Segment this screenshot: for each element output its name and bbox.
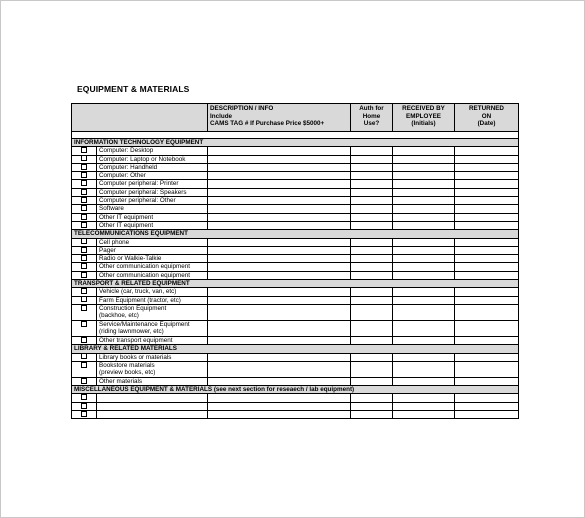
auth-home-use-cell[interactable] [351,205,393,213]
section-title: LIBRARY & RELATED MATERIALS [72,345,519,353]
header-auth-home-use: Auth for Home Use? [351,104,393,132]
returned-on-cell[interactable] [455,213,519,221]
table-row [72,336,519,344]
checkbox-cell[interactable] [72,411,97,419]
description-cell[interactable] [208,246,351,254]
checkbox-icon[interactable] [81,362,87,368]
page-title: EQUIPMENT & MATERIALS [77,84,190,94]
description-cell[interactable] [208,402,351,410]
section-header-row [72,230,519,238]
returned-on-cell[interactable] [455,188,519,196]
checkbox-cell[interactable] [72,221,97,229]
checkbox-cell[interactable] [72,197,97,205]
returned-on-cell[interactable] [455,172,519,180]
table-row [72,377,519,385]
description-cell[interactable] [208,271,351,279]
auth-home-use-cell[interactable] [351,188,393,196]
checkbox-cell[interactable] [72,271,97,279]
item-label-cell [97,238,208,246]
checkbox-icon[interactable] [81,238,87,244]
header-spacer-row [72,132,519,139]
item-label: Service/Maintenance Equipment [99,320,190,328]
auth-home-use-cell[interactable] [351,263,393,271]
returned-on-cell[interactable] [455,147,519,155]
returned-on-cell[interactable] [455,180,519,188]
checkbox-cell[interactable] [72,361,97,377]
description-cell[interactable] [208,238,351,246]
item-label: Software [99,205,124,213]
checkbox-cell[interactable] [72,147,97,155]
description-cell[interactable] [208,263,351,271]
received-by-cell[interactable] [393,394,455,402]
item-label: Library books or materials [99,353,172,361]
checkbox-icon[interactable] [81,164,87,170]
auth-home-use-cell[interactable] [351,411,393,419]
checkbox-cell[interactable] [72,205,97,213]
received-by-cell[interactable] [393,377,455,385]
auth-home-use-cell[interactable] [351,246,393,254]
table-row [72,213,519,221]
description-cell[interactable] [208,172,351,180]
description-cell[interactable] [208,320,351,336]
checkbox-icon[interactable] [81,172,87,178]
table-row [72,296,519,304]
auth-home-use-cell[interactable] [351,320,393,336]
description-cell[interactable] [208,304,351,320]
description-cell[interactable] [208,288,351,296]
spacer-cell [72,132,519,139]
checkbox-icon[interactable] [81,214,87,220]
checkbox-cell[interactable] [72,213,97,221]
item-label: Computer: Laptop or Notebook [99,155,186,163]
table-row [72,147,519,155]
checkbox-icon[interactable] [81,403,87,409]
received-by-cell[interactable] [393,353,455,361]
received-by-cell[interactable] [393,197,455,205]
returned-on-cell[interactable] [455,304,519,320]
checkbox-cell[interactable] [72,155,97,163]
description-cell[interactable] [208,197,351,205]
received-by-cell[interactable] [393,402,455,410]
returned-on-cell[interactable] [455,255,519,263]
item-label-cell [97,197,208,205]
auth-home-use-cell[interactable] [351,394,393,402]
item-label-cell [97,353,208,361]
returned-on-cell[interactable] [455,411,519,419]
description-cell[interactable] [208,255,351,263]
returned-on-cell[interactable] [455,288,519,296]
item-label: Pager [99,246,116,254]
description-cell[interactable] [208,411,351,419]
description-cell[interactable] [208,221,351,229]
item-label-detail: (backhoe, etc) [99,312,139,320]
checkbox-icon[interactable] [81,353,87,359]
table-row [72,353,519,361]
item-label: Vehicle (car, truck, van, etc) [99,288,177,296]
received-by-cell[interactable] [393,320,455,336]
auth-home-use-cell[interactable] [351,377,393,385]
auth-home-use-cell[interactable] [351,163,393,171]
checkbox-cell[interactable] [72,172,97,180]
description-cell[interactable] [208,296,351,304]
returned-on-cell[interactable] [455,336,519,344]
item-label-cell [97,221,208,229]
auth-home-use-cell[interactable] [351,304,393,320]
description-cell[interactable] [208,155,351,163]
auth-home-use-cell[interactable] [351,155,393,163]
received-by-cell[interactable] [393,246,455,254]
checkbox-cell[interactable] [72,246,97,254]
checkbox-icon[interactable] [81,255,87,261]
checkbox-icon[interactable] [81,189,87,195]
table-row [72,288,519,296]
item-label-cell [97,402,208,410]
checkbox-icon[interactable] [81,263,87,269]
auth-home-use-cell[interactable] [351,197,393,205]
auth-home-use-cell[interactable] [351,221,393,229]
description-cell[interactable] [208,353,351,361]
checkbox-icon[interactable] [81,222,87,228]
item-label: Other communication equipment [99,271,191,279]
auth-home-use-cell[interactable] [351,361,393,377]
item-label-cell [97,180,208,188]
item-label-cell [97,188,208,196]
table-row [72,188,519,196]
description-cell[interactable] [208,188,351,196]
table-row [72,304,519,320]
item-label: Computer: Handheld [99,163,158,171]
item-label-detail: (riding lawnmower, etc) [99,328,164,336]
table-row [72,402,519,410]
item-label: Computer: Other [99,172,146,180]
auth-home-use-cell[interactable] [351,172,393,180]
received-by-cell[interactable] [393,263,455,271]
item-label: Computer: Desktop [99,147,154,155]
table-row [72,271,519,279]
returned-on-cell[interactable] [455,263,519,271]
table-body [72,132,519,419]
item-label-cell [97,304,208,320]
auth-home-use-cell[interactable] [351,353,393,361]
item-label: Radio or Walkie-Talkie [99,255,162,263]
table-row [72,205,519,213]
table-row [72,180,519,188]
equipment-table [71,103,519,419]
item-label-cell [97,155,208,163]
item-label: Computer peripheral: Speakers [99,188,187,196]
item-label-cell [97,296,208,304]
description-cell[interactable] [208,180,351,188]
item-label-cell [97,255,208,263]
checkbox-cell[interactable] [72,394,97,402]
item-label-cell [97,320,208,336]
auth-home-use-cell[interactable] [351,288,393,296]
received-by-cell[interactable] [393,163,455,171]
item-label-cell [97,336,208,344]
item-label-cell [97,361,208,377]
returned-on-cell[interactable] [455,205,519,213]
returned-on-cell[interactable] [455,271,519,279]
checkbox-cell[interactable] [72,353,97,361]
item-label-cell [97,288,208,296]
description-cell[interactable] [208,377,351,385]
auth-home-use-cell[interactable] [351,336,393,344]
table-row [72,263,519,271]
item-label: Other communication equipment [99,263,191,271]
item-label-cell [97,213,208,221]
section-header-row [72,386,519,394]
returned-on-cell[interactable] [455,402,519,410]
checkbox-icon[interactable] [81,321,87,327]
description-cell[interactable] [208,394,351,402]
header-description: DESCRIPTION / INFO Include CAMS TAG # If Purchase Price $5000+ [208,104,351,132]
checkbox-cell[interactable] [72,336,97,344]
item-label: Computer peripheral: Other [99,197,176,205]
returned-on-cell[interactable] [455,361,519,377]
item-label: Farm Equipment (tractor, etc) [99,296,181,304]
checkbox-cell[interactable] [72,180,97,188]
section-header-row [72,345,519,353]
item-label-cell [97,271,208,279]
checkbox-icon[interactable] [81,247,87,253]
checkbox-icon[interactable] [81,147,87,153]
item-label-cell [97,411,208,419]
checkbox-cell[interactable] [72,304,97,320]
description-cell[interactable] [208,213,351,221]
table-row [72,221,519,229]
checkbox-cell[interactable] [72,255,97,263]
item-label-detail: (preview books, etc) [99,369,156,377]
checkbox-cell[interactable] [72,320,97,336]
checkbox-cell[interactable] [72,163,97,171]
description-cell[interactable] [208,147,351,155]
checkbox-icon[interactable] [81,180,87,186]
item-label-cell [97,172,208,180]
received-by-cell[interactable] [393,304,455,320]
item-label-cell [97,377,208,385]
table-row [72,411,519,419]
received-by-cell[interactable] [393,288,455,296]
description-cell[interactable] [208,163,351,171]
checkbox-icon[interactable] [81,197,87,203]
item-label-cell [97,205,208,213]
auth-home-use-cell[interactable] [351,238,393,246]
received-by-cell[interactable] [393,147,455,155]
received-by-cell[interactable] [393,238,455,246]
checkbox-icon[interactable] [81,394,87,400]
returned-on-cell[interactable] [455,246,519,254]
received-by-cell[interactable] [393,271,455,279]
header-row [72,104,519,132]
section-title: TRANSPORT & RELATED EQUIPMENT [72,280,519,288]
table-row [72,238,519,246]
auth-home-use-cell[interactable] [351,271,393,279]
item-label-cell [97,263,208,271]
checkbox-icon[interactable] [81,305,87,311]
received-by-cell[interactable] [393,172,455,180]
returned-on-cell[interactable] [455,320,519,336]
checkbox-cell[interactable] [72,263,97,271]
table-row [72,172,519,180]
received-by-cell[interactable] [393,296,455,304]
table-row [72,361,519,377]
auth-home-use-cell[interactable] [351,402,393,410]
received-by-cell[interactable] [393,155,455,163]
auth-home-use-cell[interactable] [351,180,393,188]
received-by-cell[interactable] [393,188,455,196]
section-title: INFORMATION TECHNOLOGY EQUIPMENT [72,139,519,147]
description-cell[interactable] [208,336,351,344]
received-by-cell[interactable] [393,361,455,377]
table-row [72,320,519,336]
received-by-cell[interactable] [393,221,455,229]
table-row [72,255,519,263]
received-by-cell[interactable] [393,213,455,221]
returned-on-cell[interactable] [455,155,519,163]
description-cell[interactable] [208,361,351,377]
auth-home-use-cell[interactable] [351,255,393,263]
item-label: Other IT equipment [99,221,154,229]
item-label: Cell phone [99,238,130,246]
table-row [72,394,519,402]
returned-on-cell[interactable] [455,353,519,361]
checkbox-icon[interactable] [81,337,87,343]
item-label-cell [97,163,208,171]
table-row [72,197,519,205]
item-label: Construction Equipment [99,304,167,312]
checkbox-icon[interactable] [81,272,87,278]
table-row [72,155,519,163]
item-label: Computer peripheral: Printer [99,180,179,188]
received-by-cell[interactable] [393,180,455,188]
returned-on-cell[interactable] [455,221,519,229]
checkbox-cell[interactable] [72,188,97,196]
item-label: Bookstore materials [99,361,155,369]
section-header-row [72,139,519,147]
received-by-cell[interactable] [393,205,455,213]
auth-home-use-cell[interactable] [351,213,393,221]
returned-on-cell[interactable] [455,296,519,304]
description-cell[interactable] [208,205,351,213]
section-title: TELECOMMUNICATIONS EQUIPMENT [72,230,519,238]
header-blank [72,104,208,132]
section-title: MISCELLANEOUS EQUIPMENT & MATERIALS (see next section for reseaech / lab equipment) [72,386,519,394]
checkbox-icon[interactable] [81,155,87,161]
header-received-by: RECEIVED BY EMPLOYEE (Initials) [393,104,455,132]
auth-home-use-cell[interactable] [351,147,393,155]
checkbox-cell[interactable] [72,377,97,385]
item-label-cell [97,246,208,254]
checkbox-icon[interactable] [81,296,87,302]
returned-on-cell[interactable] [455,394,519,402]
auth-home-use-cell[interactable] [351,296,393,304]
item-label: Other IT equipment [99,213,154,221]
checkbox-icon[interactable] [81,288,87,294]
section-header-row [72,280,519,288]
checkbox-cell[interactable] [72,402,97,410]
table-row [72,246,519,254]
returned-on-cell[interactable] [455,163,519,171]
checkbox-icon[interactable] [81,411,87,417]
returned-on-cell[interactable] [455,377,519,385]
checkbox-icon[interactable] [81,378,87,384]
checkbox-icon[interactable] [81,205,87,211]
checkbox-cell[interactable] [72,296,97,304]
checkbox-cell[interactable] [72,288,97,296]
header-returned-on: RETURNED ON (Date) [455,104,519,132]
item-label-cell [97,147,208,155]
returned-on-cell[interactable] [455,197,519,205]
received-by-cell[interactable] [393,336,455,344]
item-label: Other materials [99,377,143,385]
checkbox-cell[interactable] [72,238,97,246]
received-by-cell[interactable] [393,411,455,419]
returned-on-cell[interactable] [455,238,519,246]
item-label-cell [97,394,208,402]
received-by-cell[interactable] [393,255,455,263]
table-row [72,163,519,171]
item-label: Other transport equipment [99,336,173,344]
